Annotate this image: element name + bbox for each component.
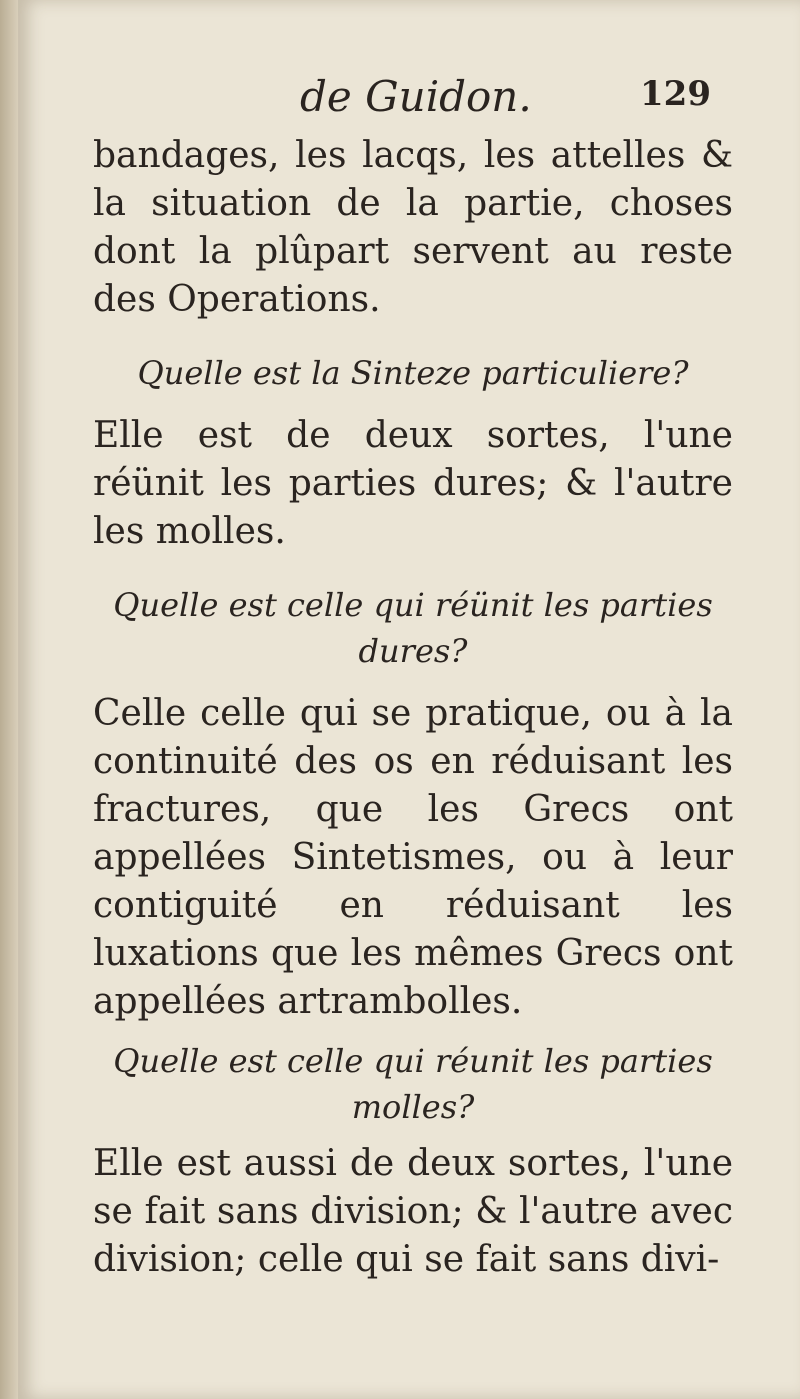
question-2: Quelle est celle qui réünit les parties dures? [113, 586, 713, 670]
answer-2: Celle celle qui se pratique, ou à la continuité des os en réduisant les fractures, que les Grecs ont appellées Sintetismes, ou à leur contiguité en réduisant les luxations que les mêmes Grecs ont appellées artrambolles. [93, 693, 733, 1022]
page-header [18, 72, 800, 132]
running-title: de Guidon. [300, 72, 532, 121]
answer-3: Elle est aussi de deux sortes, l'une se fait sans division; & l'autre avec division; celle qui se fait sans divi- [93, 1143, 733, 1280]
book-page [18, 0, 800, 1399]
book-gutter [0, 0, 18, 1399]
paragraph-1: bandages, les lacqs, les attelles & la situation de la partie, choses dont la plûpart servent au reste des Operations. [93, 135, 733, 320]
answer-1: Elle est de deux sortes, l'une réünit les parties dures; & l'autre les molles. [93, 415, 733, 552]
question-1: Quelle est la Sinteze particuliere? [137, 354, 689, 392]
page-number: 129 [640, 74, 711, 114]
question-3: Quelle est celle qui réunit les parties molles? [113, 1042, 713, 1126]
